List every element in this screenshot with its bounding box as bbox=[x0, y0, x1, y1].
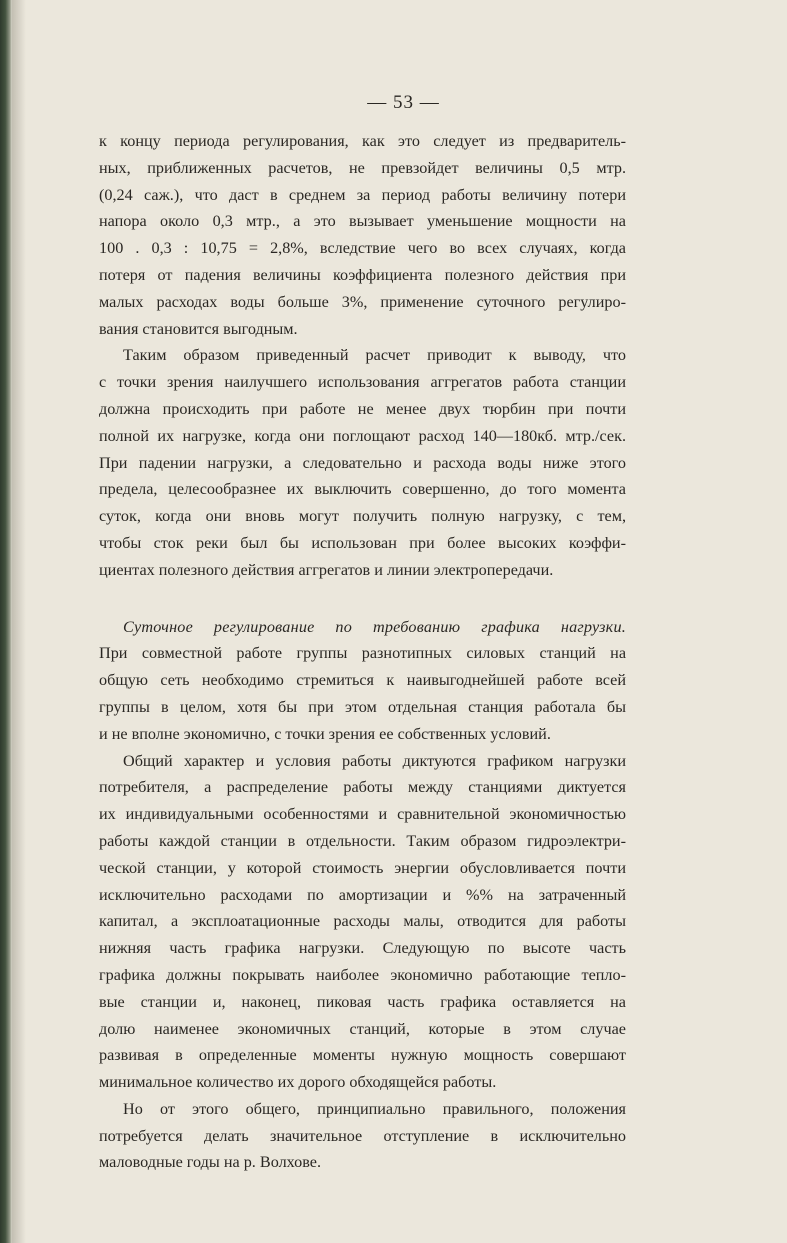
text-line: графика должны покрывать наиболее экономично работающие тепло- bbox=[99, 965, 626, 984]
text-line: развивая в определенные моменты нужную мощность совершают bbox=[99, 1046, 626, 1065]
text-line: малых расходах воды больше 3%, применение суточного регулиро- bbox=[99, 292, 626, 311]
page-body bbox=[99, 128, 626, 1176]
text-line: полной их нагрузке, когда они поглощают расход 140—180кб. мтр./сек. bbox=[99, 426, 626, 445]
text-line: 100 . 0,3 : 10,75 = 2,8%, вследствие чего во всех случаях, когда bbox=[99, 239, 626, 258]
paragraph bbox=[99, 614, 626, 748]
gutter-shadow bbox=[12, 0, 26, 1243]
text-line: общую сеть необходимо стремиться к наивыгоднейшей работе всей bbox=[99, 671, 626, 690]
section-heading: Суточное регулирование по требованию графика нагрузки. bbox=[123, 617, 626, 636]
paragraph bbox=[99, 342, 626, 583]
text-line: напора около 0,3 мтр., а это вызывает уменьшение мощности на bbox=[99, 212, 626, 231]
text-line: и не вполне экономично, с точки зрения ее собственных условий. bbox=[99, 724, 551, 743]
text-line: При падении нагрузки, а следовательно и расхода воды ниже этого bbox=[99, 453, 626, 472]
book-spine-edge bbox=[0, 0, 12, 1243]
paragraph bbox=[99, 128, 626, 342]
text-line: маловодные годы на р. Волхове. bbox=[99, 1153, 322, 1172]
text-line: группы в целом, хотя бы при этом отдельная станция работала бы bbox=[99, 697, 626, 716]
text-line: с точки зрения наилучшего использования аггрегатов работа станции bbox=[99, 373, 626, 392]
text-line: циентах полезного действия аггрегатов и линии электропередачи. bbox=[99, 560, 554, 579]
text-line: ческой станции, у которой стоимость энергии обусловливается почти bbox=[99, 858, 626, 877]
text-line: потребуется делать значительное отступление в исключительно bbox=[99, 1126, 626, 1145]
paragraph bbox=[99, 1096, 626, 1176]
text-line: вые станции и, наконец, пиковая часть графика оставляется на bbox=[99, 992, 626, 1011]
text-line: При совместной работе группы разнотипных силовых станций на bbox=[99, 644, 626, 663]
text-line: потребителя, а распределение работы между станциями диктуется bbox=[99, 778, 626, 797]
text-line: чтобы сток реки был бы использован при более высоких коэффи- bbox=[99, 533, 626, 552]
text-line: Общий характер и условия работы диктуются графиком нагрузки bbox=[123, 751, 626, 770]
text-line: суток, когда они вновь могут получить полную нагрузку, с тем, bbox=[99, 507, 626, 526]
text-line: капитал, а эксплоатационные расходы малы, отводится для работы bbox=[99, 912, 626, 931]
text-line: их индивидуальными особенностями и сравнительной экономичностью bbox=[99, 805, 626, 824]
text-line: исключительно расходами по амортизации и %% на затраченный bbox=[99, 885, 626, 904]
page-number: — 53 — bbox=[367, 92, 440, 113]
text-line: потеря от падения величины коэффициента полезного действия при bbox=[99, 265, 626, 284]
text-line: работы каждой станции в отдельности. Таким образом гидроэлектри- bbox=[99, 831, 626, 850]
text-line: Но от этого общего, принципиально правильного, положения bbox=[123, 1099, 626, 1118]
text-line: должна происходить при работе не менее двух тюрбин при почти bbox=[99, 399, 626, 418]
text-line: Таким образом приведенный расчет приводит к выводу, что bbox=[123, 346, 626, 365]
text-line: вания становится выгодным. bbox=[99, 319, 298, 338]
text-line: нижняя часть графика нагрузки. Следующую по высоте часть bbox=[99, 939, 626, 958]
paragraph bbox=[99, 748, 626, 1096]
text-line: предела, целесообразнее их выключить совершенно, до того момента bbox=[99, 480, 626, 499]
text-line: к концу периода регулирования, как это следует из предваритель- bbox=[99, 132, 626, 150]
text-line: минимальное количество их дорого обходящейся работы. bbox=[99, 1073, 497, 1092]
section-gap bbox=[99, 584, 626, 614]
text-line: ных, приближенных расчетов, не превзойдет величины 0,5 мтр. bbox=[99, 158, 626, 177]
text-line: (0,24 саж.), что даст в среднем за период работы величину потери bbox=[99, 185, 626, 204]
text-line: долю наименее экономичных станций, которые в этом случае bbox=[99, 1019, 626, 1038]
